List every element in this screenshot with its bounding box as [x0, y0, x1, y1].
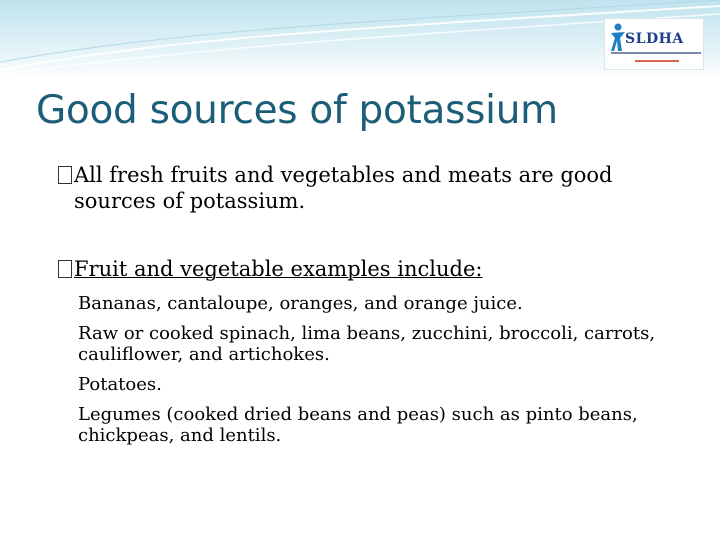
sub-item: Potatoes. [78, 374, 162, 395]
bullet-1 [58, 162, 698, 214]
sub-item: Raw or cooked spinach, lima beans, zucchini, broccoli, carrots, cauliflower, and artichokes. [78, 323, 656, 365]
bullet-2 [58, 256, 698, 282]
bullet-1-line2: sources of potassium. [74, 189, 306, 213]
sldha-logo [604, 18, 704, 70]
bullet-glyph-icon [58, 260, 72, 278]
sub-item: Legumes (cooked dried beans and peas) such as pinto beans, chickpeas, and lentils. [78, 404, 638, 446]
sub-item: Bananas, cantaloupe, oranges, and orange juice. [78, 293, 523, 314]
logo-text: SLDHA [625, 31, 684, 47]
bullet-glyph-icon [58, 166, 72, 184]
bullet-2-text: Fruit and vegetable examples include: [74, 257, 483, 281]
bullet-1-line1: All fresh fruits and vegetables and meats are good [74, 163, 613, 187]
slide-title: Good sources of potassium [36, 88, 558, 133]
logo-tagline-line [611, 52, 701, 54]
logo-motto-line [635, 60, 679, 62]
